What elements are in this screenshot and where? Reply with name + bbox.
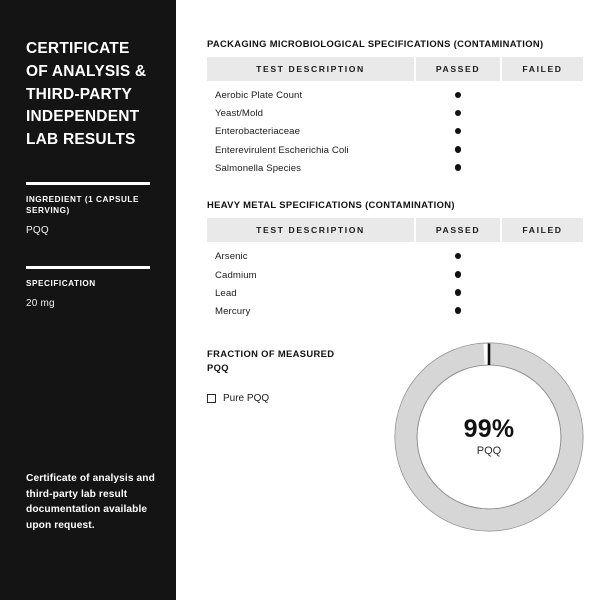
test-description: Salmonella Species [215,162,302,174]
failed-cell [501,105,583,123]
table-row [207,242,583,266]
column-header-passed: PASSED [415,57,501,81]
section-title: HEAVY METAL SPECIFICATIONS (CONTAMINATION) [207,199,455,211]
test-description: Enterevirulent Escherichia Coli [215,144,349,156]
legend-label: Pure PQQ [223,392,270,404]
passed-dot-icon [455,128,462,135]
specification-block [26,266,154,309]
spec-table [207,57,583,177]
test-description: Aerobic Plate Count [215,90,303,101]
passed-dot-icon [455,289,462,296]
fraction-title: FRACTION OF MEASURED PQQ [207,347,335,373]
panel-divider [176,0,185,600]
specification-value: 20 mg [26,298,55,310]
section-heavy-metal [207,199,583,320]
ingredient-label: INGREDIENT (1 CAPSULE SERVING) [26,194,139,215]
failed-cell [501,266,583,284]
page-title: CERTIFICATE OF ANALYSIS & THIRD-PARTY INDEPENDENT LAB RESULTS [26,40,147,149]
failed-cell [501,81,583,105]
passed-dot-icon [455,146,462,153]
column-header-description: TEST DESCRIPTION [207,218,415,242]
passed-dot-icon [455,271,462,278]
table-row [207,123,583,141]
donut-chart [393,341,585,533]
test-description: Lead [215,287,237,299]
donut-sublabel: PQQ [476,444,502,457]
divider [26,182,150,185]
passed-cell [415,141,501,159]
failed-cell [501,302,583,320]
passed-cell [415,81,501,105]
column-header-description: TEST DESCRIPTION [207,57,415,81]
passed-dot-icon [455,92,462,99]
passed-cell [415,284,501,302]
column-header-failed: FAILED [501,57,583,81]
table-row [207,141,583,159]
test-description: Yeast/Mold [215,108,264,120]
donut-center-label [393,414,585,457]
table-row [207,105,583,123]
column-header-passed: PASSED [415,218,501,242]
passed-cell [415,105,501,123]
table-row [207,284,583,302]
section-microbiological [207,38,583,177]
spacer [207,177,583,199]
table-row [207,159,583,177]
passed-dot-icon [455,110,462,117]
sidebar [0,0,176,600]
divider [26,266,150,269]
table-row [207,266,583,284]
legend-swatch-icon [207,394,216,403]
failed-cell [501,284,583,302]
ingredient-value: PQQ [26,225,49,237]
column-header-failed: FAILED [501,218,583,242]
table-row [207,302,583,320]
ingredient-block [26,182,154,236]
fraction-section [207,347,583,547]
main-content [185,0,600,600]
test-description: Mercury [215,305,251,317]
spec-table [207,218,583,320]
section-title: PACKAGING MICROBIOLOGICAL SPECIFICATIONS (CONTAMINATION) [207,38,544,49]
failed-cell [501,159,583,177]
table-row [207,81,583,105]
sidebar-note: Certificate of analysis and third-party lab result documentation available upon request. [26,472,155,532]
test-description: Arsenic [215,251,248,263]
test-description: Cadmium [215,269,257,281]
passed-dot-icon [455,253,462,260]
specification-label: SPECIFICATION [26,279,96,289]
failed-cell [501,242,583,266]
passed-cell [415,266,501,284]
test-description: Enterobacteriaceae [215,126,301,138]
failed-cell [501,141,583,159]
passed-cell [415,242,501,266]
passed-cell [415,302,501,320]
passed-dot-icon [455,307,462,314]
passed-cell [415,123,501,141]
passed-cell [415,159,501,177]
donut-percent: 99% [463,414,515,443]
passed-dot-icon [455,164,462,171]
failed-cell [501,123,583,141]
table-header-row [207,218,583,242]
table-header-row [207,57,583,81]
